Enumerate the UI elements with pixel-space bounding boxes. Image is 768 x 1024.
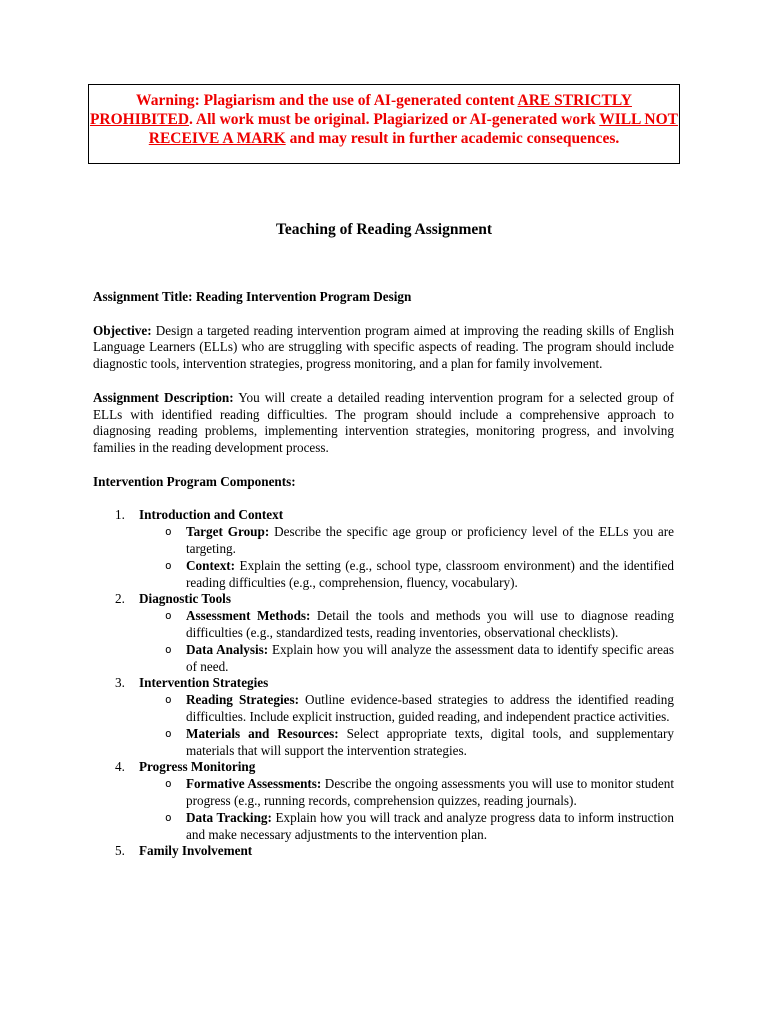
- description-text: You will create a detailed reading intervention program for a selected group of ELLs with identified reading difficulties. The program should include a comprehensive approach to diagnosing reading problems, implementing intervention strategies, monitoring progress, and involving families in the reading development process.: [93, 389, 674, 456]
- components-list: [93, 507, 674, 860]
- component-title: Introduction and Context: [139, 507, 284, 523]
- sub-item-label: Reading Strategies:: [186, 692, 299, 708]
- objective-text: Design a targeted reading intervention program aimed at improving the reading skills of English Language Learners (ELLs) who are struggling with specific aspects of reading. The program should include diagnostic tools, intervention strategies, progress monitoring, and a plan for family involvement.: [93, 322, 674, 372]
- component-number: 5.: [115, 843, 125, 859]
- sub-item-text: Describe the specific age group or proficiency level of the ELLs you are targeting.: [186, 524, 674, 556]
- component-title: Progress Monitoring: [139, 759, 256, 775]
- sub-item-text: Explain the setting (e.g., school type, classroom environment) and the identified reading difficulties (e.g., comprehension, fluency, vocabulary).: [186, 557, 674, 590]
- objective-label: Objective:: [93, 322, 152, 338]
- circle-bullet-icon: o: [165, 558, 172, 572]
- sub-item-text: Explain how you will analyze the assessment data to identify specific areas of need.: [186, 641, 674, 674]
- component-number: 3.: [115, 675, 125, 691]
- component-sub-item: [165, 557, 674, 592]
- warning-strictly-prohibited: ARE STRICTLY PROHIBITED: [89, 92, 632, 128]
- description-label: Assignment Description:: [93, 389, 234, 405]
- sub-item-text: Explain how you will track and analyze progress data to inform instruction and make necessary adjustments to the intervention plan.: [186, 809, 674, 842]
- circle-bullet-icon: o: [165, 609, 172, 623]
- sub-item-label: Data Tracking:: [186, 809, 272, 825]
- circle-bullet-icon: o: [165, 693, 172, 707]
- component-sub-item: [165, 692, 674, 726]
- component-sub-item: [165, 809, 674, 844]
- assignment-title-text: Assignment Title: Reading Intervention Program Design: [93, 289, 412, 304]
- component-sub-list: [139, 692, 674, 759]
- sub-item-text: Select appropriate texts, digital tools, and supplementary materials that will support the intervention strategies.: [186, 725, 674, 758]
- circle-bullet-icon: o: [165, 726, 172, 740]
- warning-suffix: and may result in further academic consequences.: [285, 130, 620, 147]
- component-sub-item: [165, 776, 674, 810]
- description-paragraph: [93, 390, 674, 457]
- circle-bullet-icon: o: [165, 810, 172, 824]
- component-sub-list: [139, 776, 674, 843]
- component-item: [115, 591, 674, 675]
- component-sub-item: [165, 725, 674, 760]
- component-sub-list: [139, 608, 674, 675]
- component-item: [115, 843, 674, 860]
- sub-item-label: Target Group:: [186, 524, 270, 540]
- components-heading-text: Intervention Program Components:: [93, 473, 296, 489]
- sub-item-label: Formative Assessments:: [186, 776, 322, 792]
- circle-bullet-icon: o: [165, 642, 172, 656]
- sub-item-text: Detail the tools and methods you will use to diagnose reading difficulties (e.g., standardized tests, reading inventories, observational checklists).: [186, 608, 674, 640]
- component-sub-item: [165, 641, 674, 676]
- objective-paragraph: [93, 323, 674, 373]
- component-title: Family Involvement: [139, 843, 253, 859]
- component-number: 2.: [115, 591, 125, 607]
- components-heading: [93, 474, 674, 491]
- document-title: Teaching of Reading Assignment: [275, 221, 493, 238]
- component-item: [115, 675, 674, 759]
- warning-middle: . All work must be original. Plagiarized or AI-generated work: [189, 111, 600, 128]
- warning-prefix: Warning: Plagiarism and the use of AI-generated content: [136, 92, 518, 109]
- component-sub-item: [165, 608, 674, 642]
- component-sub-list: [139, 524, 674, 591]
- component-item: [115, 759, 674, 843]
- sub-item-text: Describe the ongoing assessments you will use to monitor student progress (e.g., running records, comprehension quizzes, reading journals).: [186, 776, 674, 808]
- sub-item-label: Data Analysis:: [186, 641, 269, 657]
- circle-bullet-icon: o: [165, 525, 172, 539]
- document-body: [93, 289, 674, 860]
- sub-item-label: Context:: [186, 557, 236, 573]
- assignment-title: [93, 289, 674, 306]
- circle-bullet-icon: o: [165, 777, 172, 791]
- component-title: Diagnostic Tools: [139, 591, 231, 607]
- sub-item-label: Materials and Resources:: [186, 725, 339, 741]
- component-item: [115, 507, 674, 591]
- component-title: Intervention Strategies: [139, 675, 269, 691]
- sub-item-label: Assessment Methods:: [186, 608, 311, 624]
- sub-item-text: Outline evidence-based strategies to address the identified reading difficulties. Include explicit instruction, guided reading, and independent practice activities.: [186, 692, 674, 724]
- component-sub-item: [165, 524, 674, 558]
- plagiarism-warning-box: [88, 84, 680, 164]
- component-number: 1.: [115, 507, 125, 523]
- component-number: 4.: [115, 759, 125, 775]
- warning-no-mark: WILL NOT RECEIVE A MARK: [148, 111, 679, 147]
